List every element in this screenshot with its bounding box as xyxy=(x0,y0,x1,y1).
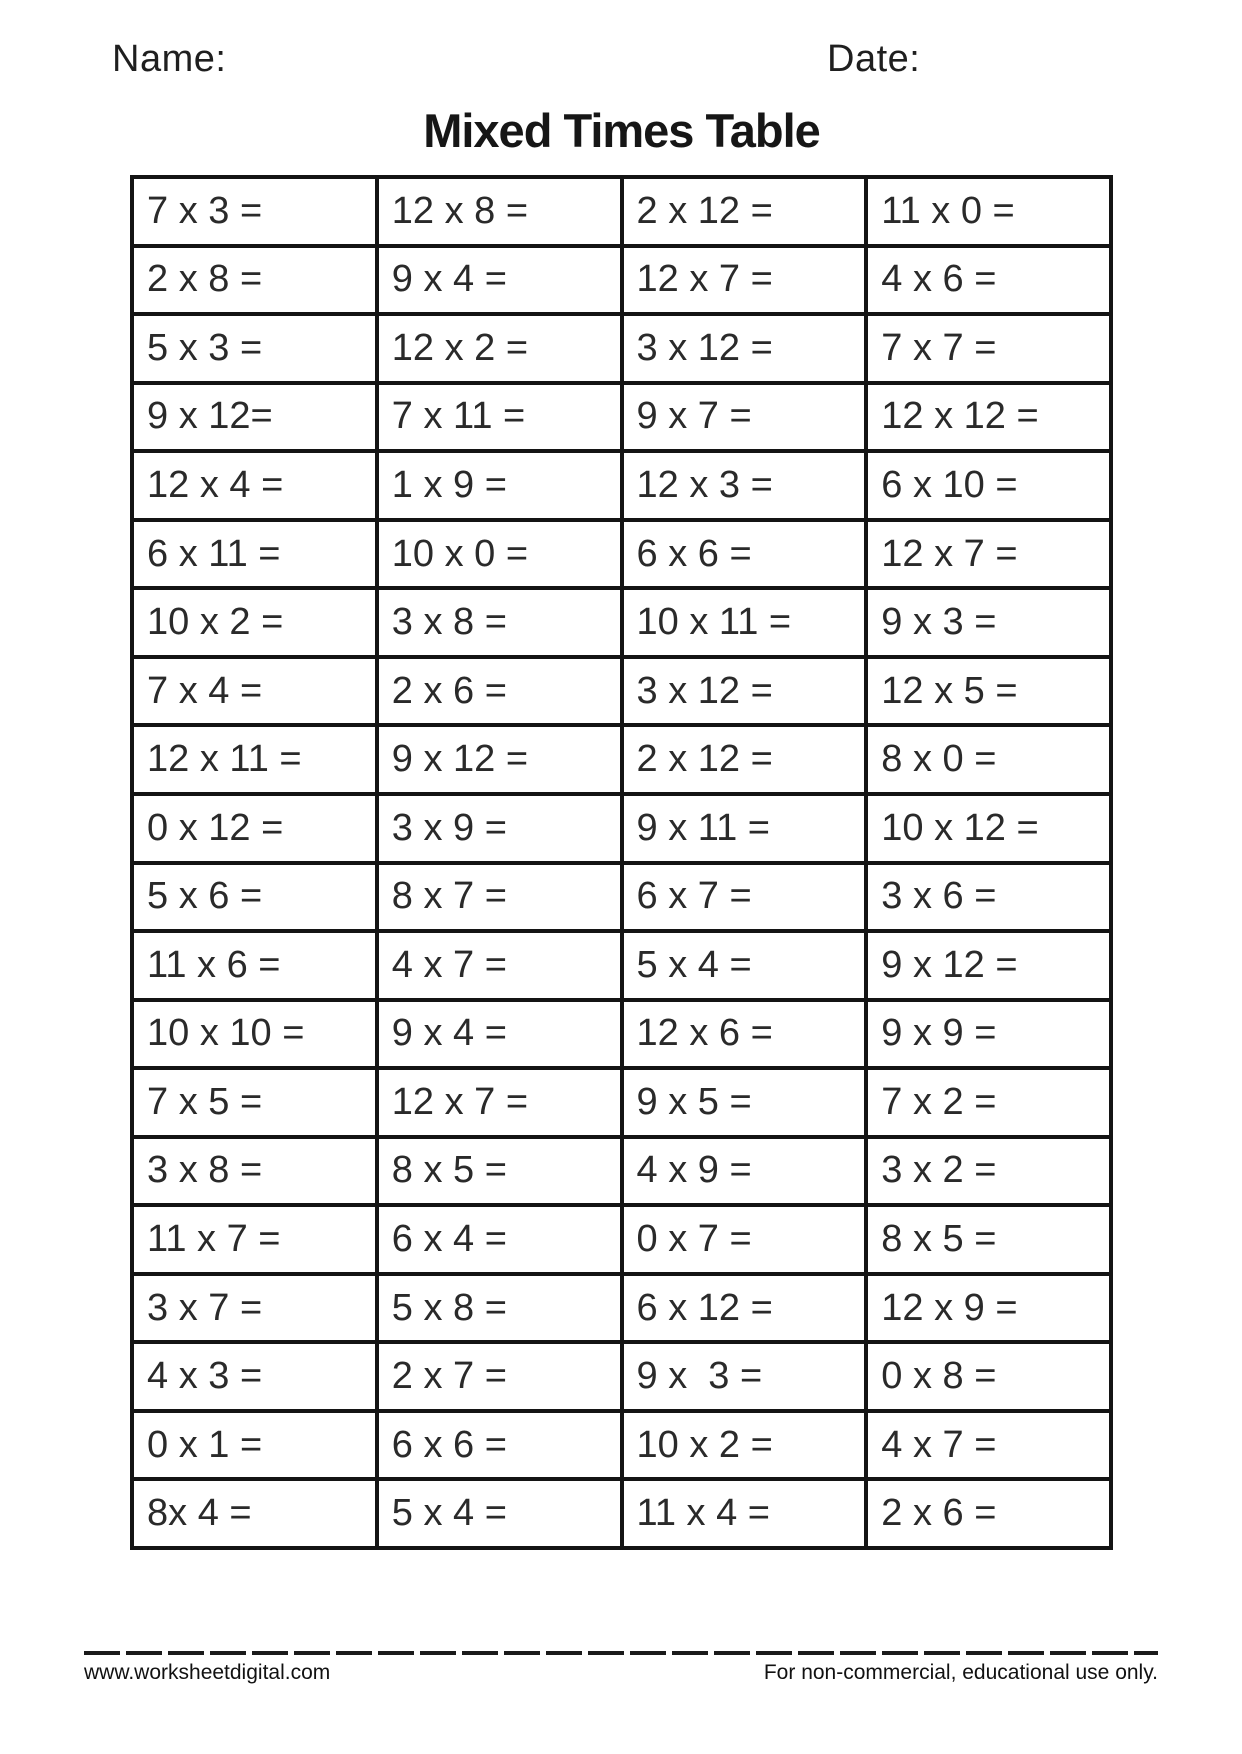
times-table-cell: 12 x 7 = xyxy=(379,1070,620,1135)
times-table-cell: 3 x 8 = xyxy=(379,590,620,655)
times-table-cell: 3 x 12 = xyxy=(624,659,865,724)
times-table-cell: 6 x 7 = xyxy=(624,865,865,930)
times-table-cell: 12 x 5 = xyxy=(868,659,1109,724)
times-table-cell: 2 x 7 = xyxy=(379,1344,620,1409)
times-table-cell: 7 x 5 = xyxy=(134,1070,375,1135)
times-table-cell: 2 x 12 = xyxy=(624,179,865,244)
times-table-cell: 0 x 12 = xyxy=(134,796,375,861)
times-table-cell: 9 x 5 = xyxy=(624,1070,865,1135)
times-table-cell: 12 x 2 = xyxy=(379,316,620,381)
times-table-cell: 6 x 6 = xyxy=(379,1413,620,1478)
times-table-cell: 11 x 7 = xyxy=(134,1207,375,1272)
times-table-cell: 2 x 12 = xyxy=(624,727,865,792)
times-table-cell: 3 x 7 = xyxy=(134,1276,375,1341)
times-table-cell: 10 x 2 = xyxy=(624,1413,865,1478)
footer-divider xyxy=(84,1651,1158,1655)
times-table-cell: 12 x 11 = xyxy=(134,727,375,792)
times-table-cell: 12 x 12 = xyxy=(868,385,1109,450)
times-table-cell: 0 x 8 = xyxy=(868,1344,1109,1409)
footer-license: For non-commercial, educational use only. xyxy=(763,1661,1158,1684)
times-table-cell: 9 x 3 = xyxy=(868,590,1109,655)
times-table-cell: 9 x 9 = xyxy=(868,1002,1109,1067)
times-table-cell: 12 x 3 = xyxy=(624,453,865,518)
times-table-cell: 7 x 11 = xyxy=(379,385,620,450)
times-table-cell: 5 x 3 = xyxy=(134,316,375,381)
times-table-cell: 7 x 4 = xyxy=(134,659,375,724)
times-table-cell: 9 x 4 = xyxy=(379,1002,620,1067)
times-table-cell: 8 x 5 = xyxy=(379,1139,620,1204)
times-table-cell: 3 x 6 = xyxy=(868,865,1109,930)
times-table-cell: 9 x 12= xyxy=(134,385,375,450)
times-table-cell: 10 x 2 = xyxy=(134,590,375,655)
times-table-cell: 6 x 6 = xyxy=(624,522,865,587)
times-table-cell: 5 x 6 = xyxy=(134,865,375,930)
times-table-cell: 4 x 7 = xyxy=(868,1413,1109,1478)
times-table-cell: 9 x 12 = xyxy=(379,727,620,792)
times-table-cell: 3 x 2 = xyxy=(868,1139,1109,1204)
times-table-cell: 10 x 0 = xyxy=(379,522,620,587)
times-table-cell: 5 x 8 = xyxy=(379,1276,620,1341)
date-label: Date: xyxy=(827,38,921,80)
times-table-cell: 2 x 6 = xyxy=(868,1481,1109,1546)
times-table-cell: 11 x 0 = xyxy=(868,179,1109,244)
times-table-cell: 1 x 9 = xyxy=(379,453,620,518)
times-table-cell: 11 x 6 = xyxy=(134,933,375,998)
times-table-cell: 12 x 8 = xyxy=(379,179,620,244)
times-table-cell: 12 x 4 = xyxy=(134,453,375,518)
times-table-cell: 10 x 10 = xyxy=(134,1002,375,1067)
times-table-cell: 7 x 7 = xyxy=(868,316,1109,381)
times-table-cell: 8 x 5 = xyxy=(868,1207,1109,1272)
times-table-cell: 12 x 6 = xyxy=(624,1002,865,1067)
times-table-cell: 2 x 8 = xyxy=(134,248,375,313)
times-table-cell: 4 x 3 = xyxy=(134,1344,375,1409)
times-table-cell: 2 x 6 = xyxy=(379,659,620,724)
times-table-cell: 12 x 7 = xyxy=(868,522,1109,587)
times-table-cell: 0 x 1 = xyxy=(134,1413,375,1478)
times-table-cell: 8 x 7 = xyxy=(379,865,620,930)
footer-website: www.worksheetdigital.com xyxy=(84,1661,331,1684)
times-table-cell: 3 x 9 = xyxy=(379,796,620,861)
times-table-cell: 8 x 0 = xyxy=(868,727,1109,792)
times-table-cell: 3 x 8 = xyxy=(134,1139,375,1204)
name-label: Name: xyxy=(112,38,227,80)
times-table-grid xyxy=(130,175,1113,1550)
times-table-cell: 6 x 12 = xyxy=(624,1276,865,1341)
times-table-cell: 9 x 11 = xyxy=(624,796,865,861)
times-table-cell: 8x 4 = xyxy=(134,1481,375,1546)
times-table-cell: 4 x 9 = xyxy=(624,1139,865,1204)
page-title: Mixed Times Table xyxy=(423,104,820,157)
times-table-cell: 9 x 4 = xyxy=(379,248,620,313)
times-table-cell: 6 x 10 = xyxy=(868,453,1109,518)
times-table-cell: 10 x 12 = xyxy=(868,796,1109,861)
times-table-cell: 9 x 3 = xyxy=(624,1344,865,1409)
times-table-cell: 5 x 4 = xyxy=(379,1481,620,1546)
times-table-cell: 10 x 11 = xyxy=(624,590,865,655)
times-table-cell: 4 x 6 = xyxy=(868,248,1109,313)
times-table-cell: 3 x 12 = xyxy=(624,316,865,381)
times-table-cell: 4 x 7 = xyxy=(379,933,620,998)
times-table-cell: 9 x 12 = xyxy=(868,933,1109,998)
times-table-cell: 12 x 9 = xyxy=(868,1276,1109,1341)
times-table-cell: 7 x 3 = xyxy=(134,179,375,244)
times-table-cell: 6 x 11 = xyxy=(134,522,375,587)
times-table-cell: 11 x 4 = xyxy=(624,1481,865,1546)
times-table-cell: 0 x 7 = xyxy=(624,1207,865,1272)
times-table-cell: 7 x 2 = xyxy=(868,1070,1109,1135)
times-table-cell: 12 x 7 = xyxy=(624,248,865,313)
footer xyxy=(84,1661,1158,1685)
times-table-cell: 9 x 7 = xyxy=(624,385,865,450)
times-table-cell: 6 x 4 = xyxy=(379,1207,620,1272)
times-table-cell: 5 x 4 = xyxy=(624,933,865,998)
